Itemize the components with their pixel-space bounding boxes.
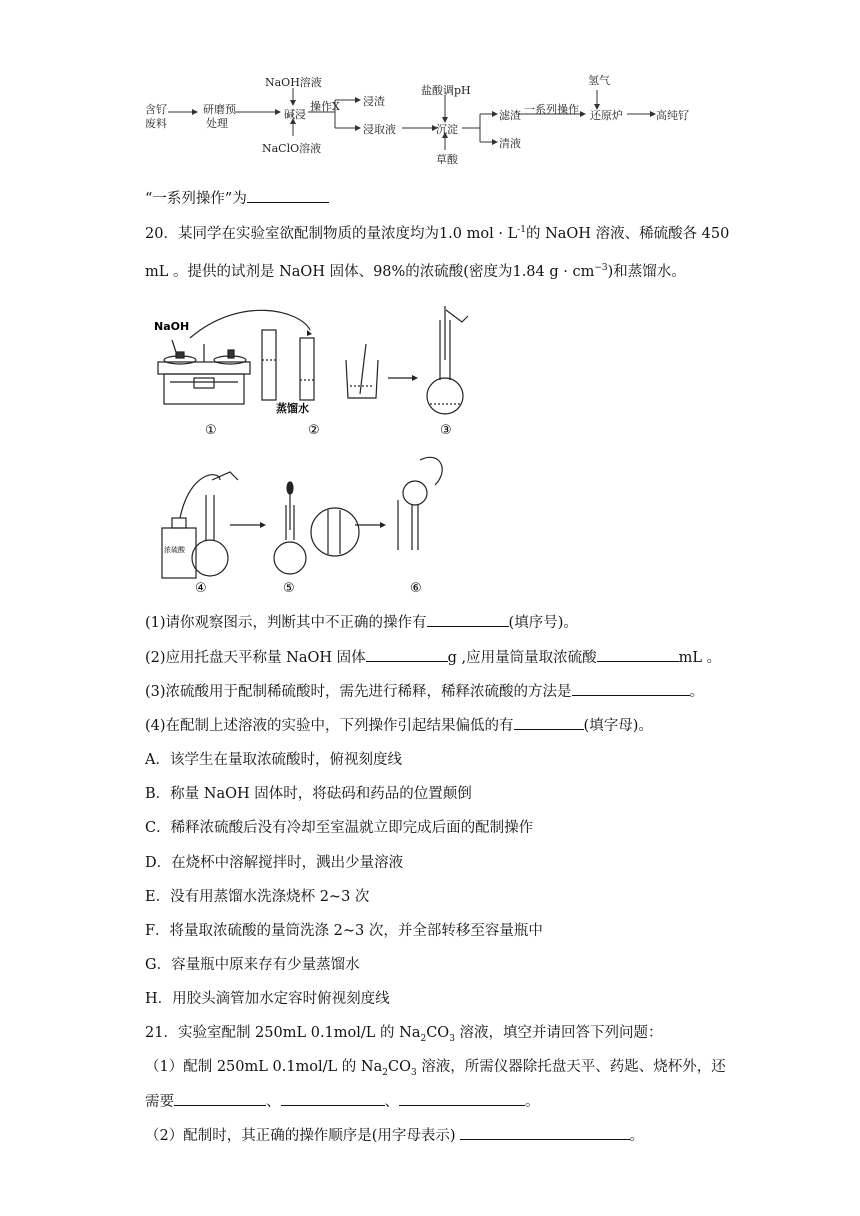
q21p1-need: 需要: [145, 1094, 174, 1110]
step-label-2: ②: [308, 423, 320, 438]
q21p2-text: （2）配制时，其正确的操作顺序是(用字母表示): [145, 1128, 456, 1144]
flow-node-furnace: 还原炉: [590, 109, 623, 122]
answer-blank[interactable]: [427, 612, 509, 627]
period: 。: [525, 1094, 540, 1110]
q21p1-sub-2: 3: [410, 1067, 417, 1078]
part2-unit: mL 。: [678, 650, 722, 666]
flow-op-x: 操作X: [310, 100, 340, 113]
flow-node-alkali: 碱浸: [284, 108, 306, 121]
part1-hint: (填序号)。: [508, 615, 578, 631]
part4-text: (4)在配制上述溶液的实验中，下列操作引起结果偏低的有: [145, 718, 514, 734]
answer-blank[interactable]: [247, 188, 329, 203]
flow-node-raw: 含钌: [145, 103, 167, 116]
option-h: H．用胶头滴管加水定容时俯视刻度线: [145, 991, 390, 1007]
answer-blank[interactable]: [399, 1091, 525, 1106]
q21-part-1-line-2: [145, 1091, 540, 1112]
series-question-text: “一系列操作”为: [145, 191, 247, 207]
q21p2-period: 。: [629, 1128, 645, 1144]
q21-sub: 2: [420, 1033, 427, 1044]
option-e: E．没有用蒸馏水洗涤烧杯 2~3 次: [145, 889, 370, 905]
q20-part-3: [145, 681, 704, 702]
arrow-icon: [307, 330, 312, 336]
q20-line-2: [145, 258, 686, 282]
q20-unit: 1.0 mol · L: [438, 225, 518, 242]
step-label-4: ④: [195, 581, 207, 596]
q20-text-3: mL 。提供的试剂是 NaOH 固体、98%的浓硫酸(密度为: [145, 263, 513, 280]
part2-text-2: g ,应用量筒量取浓硫酸: [447, 650, 597, 666]
arrow-icon: [260, 522, 266, 528]
arrow-icon: [412, 375, 418, 381]
step-label-6: ⑥: [410, 581, 422, 596]
part3-period: 。: [689, 684, 705, 700]
flow-node-filter-residue: 滤渣: [499, 109, 521, 122]
answer-blank[interactable]: [174, 1091, 266, 1106]
bottle-label: 浓硫酸: [164, 546, 185, 554]
part3-text: (3)浓硫酸用于配制稀硫酸时，需先进行稀释，稀释浓硫酸的方法是: [145, 684, 572, 700]
answer-blank[interactable]: [460, 1125, 630, 1140]
flow-node-raw-2: 废料: [145, 117, 167, 130]
q20-text-2: 的 NaOH 溶液、稀硫酸各 450: [525, 225, 730, 242]
q21-stem: [145, 1023, 663, 1049]
answer-blank[interactable]: [597, 647, 679, 662]
flow-reagent-naoh: NaOH溶液: [265, 76, 322, 89]
flow-op-series: 一系列操作: [524, 103, 579, 116]
separator: 、: [384, 1094, 399, 1110]
answer-blank[interactable]: [281, 1091, 385, 1106]
part4-hint: (填字母)。: [583, 718, 653, 734]
option-b: B．称量 NaOH 固体时，将砝码和药品的位置颠倒: [145, 786, 472, 802]
step-label-1: ①: [205, 423, 217, 438]
answer-blank[interactable]: [514, 715, 584, 730]
q21-formula: CO: [426, 1025, 450, 1041]
option-a: A．该学生在量取浓硫酸时，俯视刻度线: [145, 752, 402, 768]
separator: 、: [266, 1094, 281, 1110]
q20-part-2: [145, 647, 721, 668]
q20-part-1: [145, 612, 578, 633]
water-label: 蒸馏水: [276, 402, 309, 415]
flow-node-residue: 浸渣: [363, 95, 385, 108]
q21-text: 21．实验室配制 250mL 0.1mol/L 的 Na: [145, 1025, 421, 1041]
answer-blank[interactable]: [572, 681, 690, 696]
q20-density: 1.84 g · cm: [512, 263, 595, 280]
step-label-5: ⑤: [283, 581, 295, 596]
part2-text: (2)应用托盘天平称量 NaOH 固体: [145, 650, 366, 666]
q20-part-4: [145, 715, 653, 736]
flow-node-leachate: 浸取液: [363, 123, 396, 136]
flow-reagent-h2: 氢气: [588, 74, 610, 87]
flow-reagent-oxalic: 草酸: [436, 153, 458, 166]
flow-node-precipitate: 沉淀: [436, 123, 458, 136]
flow-reagent-naclo: NaClO溶液: [262, 142, 322, 155]
arrow-icon: [380, 522, 386, 528]
series-operation-question: [145, 188, 329, 209]
step-label-3: ③: [440, 423, 452, 438]
q20-text: 20．某同学在实验室欲配制物质的量浓度均为: [145, 225, 439, 242]
q21-text-2: 溶液，填空并请回答下列问题：: [454, 1025, 663, 1041]
flow-node-grind-2: 处理: [206, 117, 228, 130]
q21-part-1: [145, 1057, 726, 1083]
q21-part-2: [145, 1125, 644, 1146]
part1-text: (1)请你观察图示，判断其中不正确的操作有: [145, 615, 427, 631]
flow-node-clear-liquid: 清液: [499, 137, 521, 150]
flow-reagent-hcl: 盐酸调pH: [421, 84, 471, 97]
q20-unit-sup: -1: [517, 225, 526, 235]
q21-sub-2: 3: [449, 1033, 455, 1044]
q21p1-sub: 2: [382, 1067, 388, 1078]
q20-line-1: [145, 220, 729, 244]
option-d: D．在烧杯中溶解搅拌时，溅出少量溶液: [145, 855, 404, 871]
flow-node-product: 高纯钌: [656, 109, 689, 122]
q21p1-formula: CO: [387, 1059, 411, 1075]
q20-text-4: )和蒸馏水。: [607, 263, 686, 280]
option-g: G．容量瓶中原来存有少量蒸馏水: [145, 957, 360, 973]
apparatus-figure: [150, 300, 490, 600]
answer-blank[interactable]: [366, 647, 448, 662]
naoh-label: NaOH: [154, 320, 190, 333]
q20-density-sup: −3: [594, 263, 608, 273]
option-c: C．稀释浓硫酸后没有冷却至室温就立即完成后面的配制操作: [145, 820, 534, 836]
q21p1-text-2: 溶液，所需仪器除托盘天平、药匙、烧杯外，还: [416, 1059, 726, 1075]
flow-node-grind: 研磨预: [203, 103, 236, 116]
q21p1-text: （1）配制 250mL 0.1mol/L 的 Na: [145, 1059, 383, 1075]
option-f: F．将量取浓硫酸的量筒洗涤 2~3 次，并全部转移至容量瓶中: [145, 923, 543, 939]
